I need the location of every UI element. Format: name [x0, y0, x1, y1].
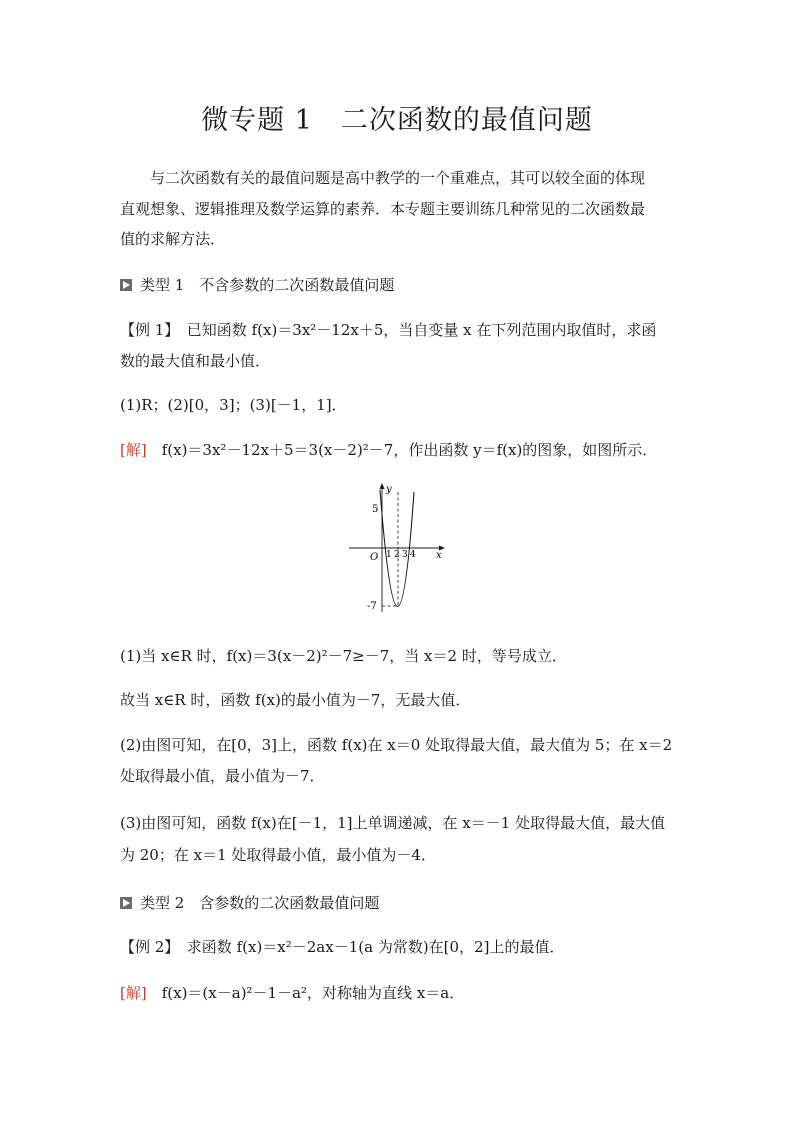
- solution1-text: f(x)＝3x²－12x＋5＝3(x－2)²－7，作出函数 y＝f(x)的图象，如图所示．: [146, 441, 658, 459]
- y-axis-arrow: [380, 483, 385, 489]
- y-tick-neg7: -7: [367, 601, 377, 612]
- type2-label: 类型 2 含参数的二次函数最值问题: [140, 894, 380, 912]
- type1-heading: [120, 275, 680, 295]
- analysis-line-6: 为 20；在 x＝1 处取得最小值，最小值为－4．: [120, 846, 436, 864]
- x-axis-label: x: [436, 550, 442, 561]
- intro-line-2: 直观想象、逻辑推理及数学运算的素养．本专题主要训练几种常见的二次函数最: [120, 200, 646, 218]
- solution2-text: f(x)＝(x－a)²－1－a²，对称轴为直线 x＝a．: [146, 984, 465, 1002]
- analysis-line-5: (3)由图可知，函数 f(x)在[－1，1]上单调递减，在 x＝－1 处取得最大值，最大值: [120, 814, 666, 832]
- type2-heading: [120, 893, 680, 913]
- x-tick-1: 1: [386, 550, 392, 560]
- analysis-line-1: (1)当 x∈R 时，f(x)＝3(x－2)²－7≥－7，当 x＝2 时，等号成立．: [120, 647, 567, 665]
- origin-label: O: [370, 552, 379, 563]
- page-title: 微专题 1 二次函数的最值问题: [201, 105, 593, 136]
- analysis-line-4: 处取得最小值，最小值为－7．: [120, 767, 325, 785]
- type1-label: 类型 1 不含参数的二次函数最值问题: [140, 276, 395, 294]
- example1-line-2: 数的最大值和最小值．: [120, 352, 271, 370]
- intro-line-1: 与二次函数有关的最值问题是高中教学的一个重难点，其可以较全面的体现: [150, 169, 646, 187]
- parabola-graph: [345, 478, 455, 618]
- intro-line-3: 值的求解方法．: [120, 230, 226, 248]
- solution2-line: [120, 983, 680, 1003]
- x-tick-2: 2: [394, 550, 400, 560]
- y-tick-5: 5: [372, 504, 379, 515]
- play-triangle-icon: [120, 279, 132, 291]
- example2-line: 【例 2】 求函数 f(x)＝x²－2ax－1(a 为常数)在[0，2]上的最值．: [120, 938, 565, 956]
- play-triangle-icon: [120, 897, 132, 909]
- x-tick-4: 4: [410, 550, 416, 560]
- solution1-line: [120, 440, 680, 460]
- solution-tag: [解]: [120, 441, 147, 459]
- example1-line-1: 【例 1】 已知函数 f(x)＝3x²－12x＋5，当自变量 x 在下列范围内取值时，求函: [120, 321, 657, 339]
- analysis-line-2: 故当 x∈R 时，函数 f(x)的最小值为－7，无最大值．: [120, 691, 471, 709]
- analysis-line-3: (2)由图可知，在[0，3]上，函数 f(x)在 x＝0 处取得最大值，最大值为 5；在 x＝2: [120, 736, 673, 754]
- x-tick-3: 3: [402, 550, 408, 560]
- example1-parts: (1)R；(2)[0，3]；(3)[－1，1]．: [120, 396, 347, 414]
- y-axis-label: y: [386, 484, 392, 495]
- solution-tag: [解]: [120, 984, 147, 1002]
